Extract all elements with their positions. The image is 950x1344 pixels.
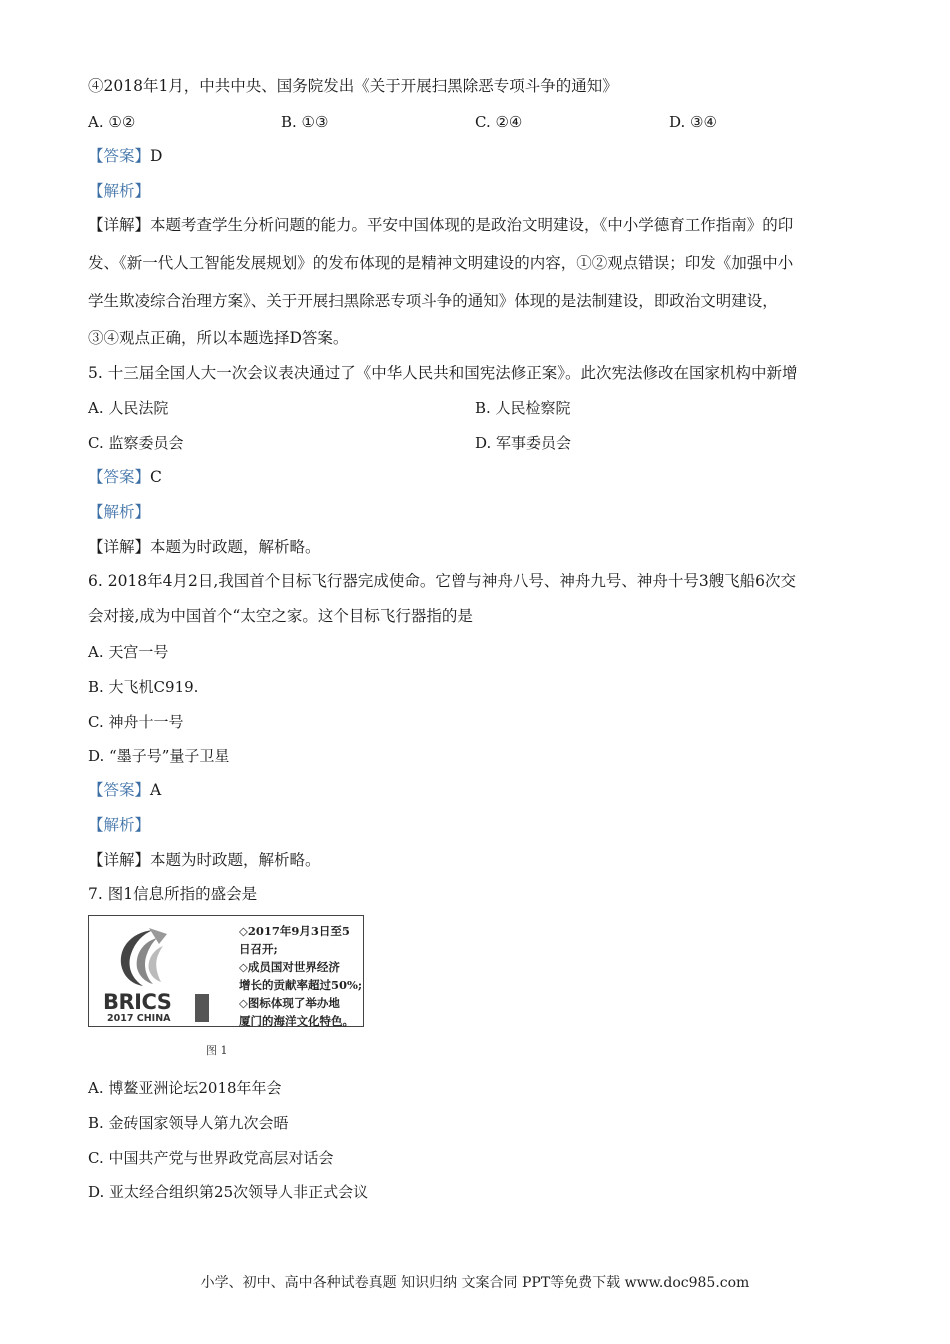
q5-option-a: A. 人民法院: [88, 399, 169, 417]
q4-option-b: B. ①③: [281, 113, 329, 131]
q7-figure: [88, 915, 364, 1027]
q4-analysis-tag: 【解析】: [88, 182, 151, 200]
figure-info-text: ◇2017年9月3日至5 日召开; ◇成员国对世界经济 增长的贡献率超过50%; ◇图标体现了举办地 厦门的海洋文化特色。: [239, 924, 363, 1028]
figure-caption: 图 1: [206, 1044, 228, 1057]
q7-option-d: D. 亚太经合组织第25次领导人非正式会议: [88, 1183, 369, 1201]
q7-option-a: A. 博鳌亚洲论坛2018年年会: [88, 1079, 282, 1097]
q7-option-b: B. 金砖国家领导人第九次会晤: [88, 1114, 289, 1132]
answer-value: D: [150, 147, 163, 165]
q6-option-b: B. 大飞机C919.: [88, 678, 199, 696]
q4-detail-line-3: 学生欺凌综合治理方案》、关于开展扫黑除恶专项斗争的通知》体现的是法制建设，即政治文明建设，: [88, 292, 778, 310]
q4-detail-line-2: 发、《新一代人工智能发展规划》的发布体现的是精神文明建设的内容，①②观点错误；印发《加强中小: [88, 254, 794, 272]
q5-option-c: C. 监察委员会: [88, 434, 184, 452]
q5-stem: 5. 十三届全国人大一次会议表决通过了《中华人民共和国宪法修正案》。此次宪法修改在国家机构中新增: [88, 364, 798, 382]
q4-option-d: D. ③④: [669, 113, 717, 131]
q6-stem-line-2: 会对接,成为中国首个“太空之家。这个目标飞行器指的是: [88, 607, 473, 625]
q6-option-a: A. 天宫一号: [88, 643, 169, 661]
q4-detail-line-1: 【详解】本题考查学生分析问题的能力。平安中国体现的是政治文明建设，《中小学德育工作指南》的印: [88, 216, 794, 234]
brics-logo-subtext: 2017 CHINA: [107, 1013, 171, 1024]
q6-analysis-tag: 【解析】: [88, 816, 151, 834]
q6-option-c: C. 神舟十一号: [88, 713, 184, 731]
q7-stem: 7. 图1信息所指的盛会是: [88, 885, 258, 903]
answer-tag: 【答案】: [88, 147, 151, 165]
q4-item-4: ④2018年1月，中共中央、国务院发出《关于开展扫黑除恶专项斗争的通知》: [88, 77, 618, 95]
q4-option-c: C. ②④: [475, 113, 523, 131]
q5-option-d: D. 军事委员会: [475, 434, 572, 452]
q5-answer: 【答案】C: [88, 468, 162, 486]
q5-option-b: B. 人民检察院: [475, 399, 571, 417]
q6-stem-line-1: 6. 2018年4月2日,我国首个目标飞行器完成使命。它曾与神舟八号、神舟九号、神舟十号3艘飞船6次交: [88, 572, 797, 590]
q6-answer: 【答案】A: [88, 781, 162, 799]
q6-detail: 【详解】本题为时政题，解析略。: [88, 851, 321, 869]
detail-tag: 【详解】: [88, 216, 151, 234]
q5-detail: 【详解】本题为时政题，解析略。: [88, 538, 321, 556]
q4-answer: [88, 145, 162, 167]
page-footer: 小学、初中、高中各种试卷真题 知识归纳 文案合同 PPT等免费下载 www.doc985.com: [200, 1275, 750, 1291]
q6-option-d: D. “墨子号”量子卫星: [88, 747, 230, 765]
q7-option-c: C. 中国共产党与世界政党高层对话会: [88, 1149, 334, 1167]
q5-analysis-tag: 【解析】: [88, 503, 151, 521]
q4-detail-line-4: ③④观点正确，所以本题选择D答案。: [88, 329, 349, 347]
q4-option-a: A. ①②: [88, 113, 136, 131]
seal-mark: [195, 994, 209, 1022]
brics-logo-icon: [113, 926, 171, 988]
brics-logo-text: BRICS: [103, 990, 172, 1014]
